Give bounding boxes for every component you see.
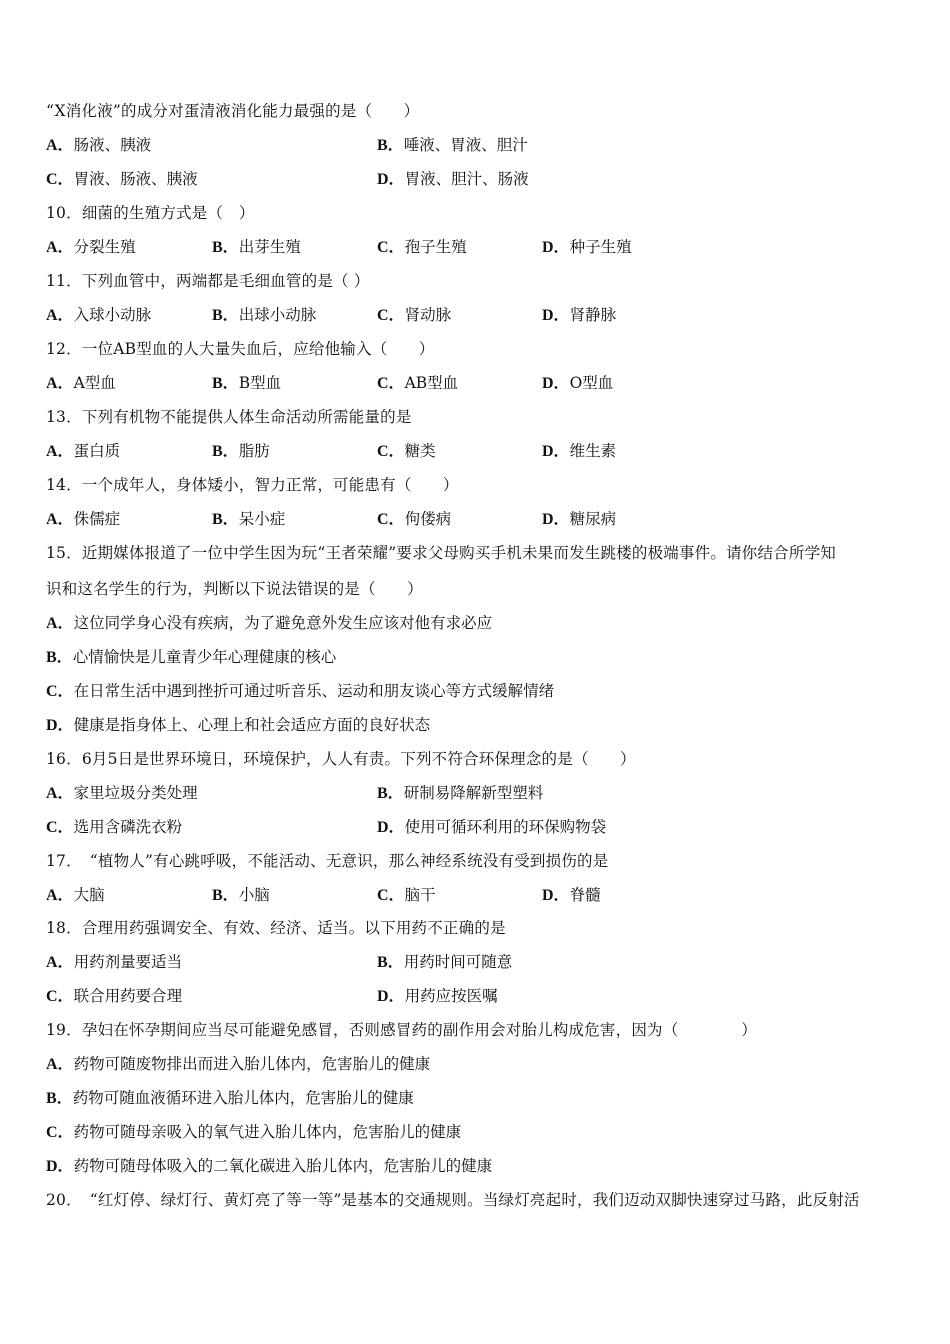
option-b[interactable]: B．脂肪 xyxy=(212,442,270,460)
question-15-stem-line-2: 识和这名学生的行为，判断以下说法错误的是（ ） xyxy=(46,580,423,598)
question-14-options xyxy=(46,507,916,531)
option-d[interactable]: D．维生素 xyxy=(542,442,617,460)
question-16-stem: 16．6月5日是世界环境日，环境保护，人人有责。下列不符合环保理念的是（ ） xyxy=(46,750,636,768)
option-d[interactable]: D．用药应按医嘱 xyxy=(377,987,498,1005)
question-11-stem: 11．下列血管中，两端都是毛细血管的是（ ） xyxy=(46,272,370,290)
option-a[interactable]: A．肠液、胰液 xyxy=(46,136,152,154)
question-15-option-a[interactable]: A．这位同学身心没有疾病，为了避免意外发生应该对他有求必应 xyxy=(46,614,493,632)
option-c[interactable]: C．胃液、肠液、胰液 xyxy=(46,170,198,188)
question-19-option-a[interactable]: A．药物可随废物排出而进入胎儿体内，危害胎儿的健康 xyxy=(46,1055,431,1073)
question-16-options-row-2 xyxy=(46,815,916,839)
question-15-stem-line-1: 15．近期媒体报道了一位中学生因为玩“王者荣耀”要求父母购买手机未果而发生跳楼的极端事件。请你结合所学知 xyxy=(46,544,836,562)
option-c[interactable]: C．糖类 xyxy=(377,442,436,460)
question-16-options-row-1 xyxy=(46,781,916,805)
question-15-option-b[interactable]: B．心情愉快是儿童青少年心理健康的核心 xyxy=(46,648,337,666)
option-d[interactable]: D．肾静脉 xyxy=(542,306,617,324)
question-10-options xyxy=(46,235,916,259)
question-14-stem: 14．一个成年人，身体矮小，智力正常，可能患有（ ） xyxy=(46,476,459,494)
option-c[interactable]: C．佝偻病 xyxy=(377,510,452,528)
question-12-stem: 12．一位AB型血的人大量失血后，应给他输入（ ） xyxy=(46,340,435,358)
option-b[interactable]: B．研制易降解新型塑料 xyxy=(377,784,544,802)
question-9-options-row-2 xyxy=(46,167,916,191)
option-b[interactable]: B．出球小动脉 xyxy=(212,306,317,324)
option-c[interactable]: C．联合用药要合理 xyxy=(46,987,183,1005)
option-c[interactable]: C．孢子生殖 xyxy=(377,238,467,256)
option-d[interactable]: D．脊髓 xyxy=(542,886,601,904)
option-b[interactable]: B．B型血 xyxy=(212,374,282,392)
option-a[interactable]: A．大脑 xyxy=(46,886,105,904)
question-19-option-d[interactable]: D．药物可随母体吸入的二氧化碳进入胎儿体内，危害胎儿的健康 xyxy=(46,1157,493,1175)
question-18-options-row-1 xyxy=(46,950,916,974)
question-15-option-c[interactable]: C．在日常生活中遇到挫折可通过听音乐、运动和朋友谈心等方式缓解情绪 xyxy=(46,682,555,700)
option-c[interactable]: C．肾动脉 xyxy=(377,306,452,324)
option-a[interactable]: A．A型血 xyxy=(46,374,116,392)
question-11-options xyxy=(46,303,916,327)
question-10-stem: 10．细菌的生殖方式是（ ） xyxy=(46,204,255,222)
option-a[interactable]: A．用药剂量要适当 xyxy=(46,953,183,971)
option-c[interactable]: C．AB型血 xyxy=(377,374,459,392)
option-d[interactable]: D．糖尿病 xyxy=(542,510,617,528)
question-13-stem: 13．下列有机物不能提供人体生命活动所需能量的是 xyxy=(46,408,412,426)
question-13-options xyxy=(46,439,916,463)
question-12-options xyxy=(46,371,916,395)
question-19-option-c[interactable]: C．药物可随母亲吸入的氧气进入胎儿体内，危害胎儿的健康 xyxy=(46,1123,462,1141)
option-b[interactable]: B．小脑 xyxy=(212,886,270,904)
question-9-stem: “X消化液”的成分对蛋清液消化能力最强的是（ ） xyxy=(46,102,420,120)
option-d[interactable]: D．种子生殖 xyxy=(542,238,632,256)
question-15-option-d[interactable]: D．健康是指身体上、心理上和社会适应方面的良好状态 xyxy=(46,716,431,734)
option-b[interactable]: B．用药时间可随意 xyxy=(377,953,513,971)
option-b[interactable]: B．出芽生殖 xyxy=(212,238,301,256)
question-9-options-row-1 xyxy=(46,133,916,157)
question-17-stem: 17． “植物人”有心跳呼吸，不能活动、无意识，那么神经系统没有受到损伤的是 xyxy=(46,852,609,870)
option-b[interactable]: B．呆小症 xyxy=(212,510,286,528)
question-17-options xyxy=(46,883,916,907)
option-a[interactable]: A．蛋白质 xyxy=(46,442,121,460)
question-18-options-row-2 xyxy=(46,984,916,1008)
question-19-stem: 19．孕妇在怀孕期间应当尽可能避免感冒，否则感冒药的副作用会对胎儿构成危害，因为（ ） xyxy=(46,1021,757,1039)
question-20-stem: 20． “红灯停、绿灯行、黄灯亮了等一等”是基本的交通规则。当绿灯亮起时，我们迈动双脚快速穿过马路，此反射活 xyxy=(46,1191,860,1209)
option-d[interactable]: D．胃液、胆汁、肠液 xyxy=(377,170,529,188)
option-a[interactable]: A．家里垃圾分类处理 xyxy=(46,784,198,802)
option-b[interactable]: B．唾液、胃液、胆汁 xyxy=(377,136,528,154)
option-a[interactable]: A．入球小动脉 xyxy=(46,306,152,324)
option-c[interactable]: C．脑干 xyxy=(377,886,436,904)
option-a[interactable]: A．侏儒症 xyxy=(46,510,121,528)
option-a[interactable]: A．分裂生殖 xyxy=(46,238,136,256)
option-c[interactable]: C．选用含磷洗衣粉 xyxy=(46,818,183,836)
option-d[interactable]: D．O型血 xyxy=(542,374,614,392)
question-18-stem: 18．合理用药强调安全、有效、经济、适当。以下用药不正确的是 xyxy=(46,919,506,937)
option-d[interactable]: D．使用可循环利用的环保购物袋 xyxy=(377,818,607,836)
question-19-option-b[interactable]: B．药物可随血液循环进入胎儿体内，危害胎儿的健康 xyxy=(46,1089,414,1107)
